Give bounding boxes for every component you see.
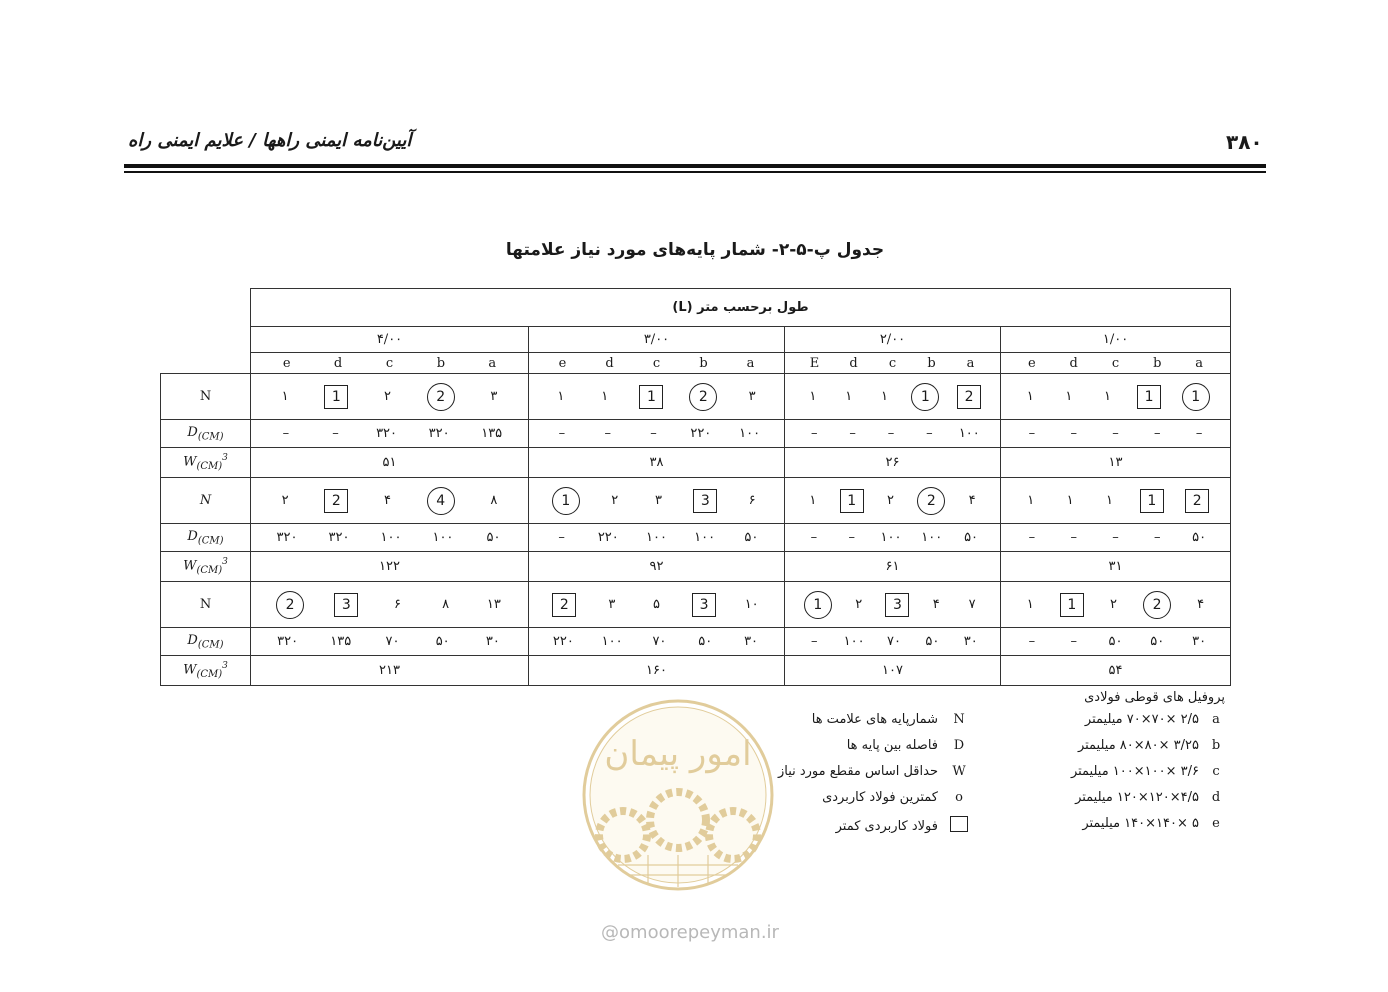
symbol-legend-key: N — [953, 712, 965, 727]
spacing-value: ۱۰۰ — [958, 426, 980, 441]
profile-legend-text: ۵ ×۱۴۰×۱۴۰ میلیمتر — [1082, 816, 1199, 831]
spacing-value: – — [849, 426, 856, 441]
support-count: ۶ — [748, 493, 756, 508]
spacing-value: – — [1028, 426, 1036, 441]
letters-l2 — [785, 353, 1001, 374]
w-value: ۳۱ — [1001, 552, 1231, 582]
w-value: ۵۴ — [1001, 656, 1231, 686]
spacing-value: ۱۰۰ — [646, 530, 667, 545]
support-count: ۱ — [601, 389, 609, 404]
profile-letter: c — [652, 355, 661, 371]
table-row — [161, 524, 1231, 552]
row-label-unit: (CM) — [197, 639, 224, 651]
spacing-value: ۷۰ — [385, 634, 400, 649]
boxed-count: 1 — [1060, 593, 1084, 617]
n-cell — [1001, 582, 1231, 628]
profile-legend-item — [1030, 764, 1225, 779]
letters-l3 — [529, 353, 785, 374]
d-cell — [1001, 628, 1231, 656]
profile-legend-text: ۴/۵×۱۲۰×۱۲۰ میلیمتر — [1075, 790, 1199, 805]
spacing-value: – — [1028, 530, 1036, 545]
w-value: ۱۰۷ — [785, 656, 1001, 686]
length-4: ۴/۰۰ — [251, 327, 529, 353]
n-cell — [529, 582, 785, 628]
circled-count: 1 — [804, 591, 832, 619]
spacing-value: ۵۰ — [925, 634, 940, 649]
profile-legend-item — [1030, 712, 1225, 727]
profile-legend-item — [1030, 790, 1225, 805]
d-cell — [785, 420, 1001, 448]
spacing-value: ۵۰ — [435, 634, 450, 649]
spacing-value: ۳۰ — [744, 634, 759, 649]
support-count: ۲ — [1109, 597, 1117, 612]
support-count: ۲ — [611, 493, 619, 508]
support-count: ۱۳ — [486, 597, 501, 612]
support-count: ۳ — [490, 389, 498, 404]
boxed-count: 3 — [692, 593, 716, 617]
table-title: جدول پ-۵-۲- شمار پایه‌های مورد نیاز علامتها — [505, 240, 885, 260]
watermark-url: @omoorepeyman.ir — [601, 922, 779, 943]
spacing-value: ۳۲۰ — [277, 634, 299, 649]
support-count: ۱ — [1065, 389, 1073, 404]
spacing-value: ۳۰ — [963, 634, 978, 649]
row-label-w — [161, 552, 251, 582]
profile-legend-item — [1030, 816, 1225, 831]
spacing-value: ۳۲۰ — [328, 530, 350, 545]
spacing-value: ۱۳۵ — [330, 634, 352, 649]
symbol-legend-item — [770, 790, 970, 805]
spacing-value: – — [1070, 426, 1077, 441]
symbol-legend-text: کمترین فولاد کاربردی — [822, 790, 938, 805]
w-value: ۳۸ — [529, 448, 785, 478]
symbol-legend-text: فولاد کاربردی کمتر — [835, 818, 938, 834]
row-label-unit: (CM) — [196, 564, 223, 576]
spacing-value: – — [848, 530, 855, 545]
header-rule-thick — [124, 164, 1266, 168]
corner-blank — [161, 289, 251, 327]
row-label-exponent: 3 — [222, 453, 228, 464]
symbol-legend-item — [770, 712, 970, 727]
d-cell — [251, 524, 529, 552]
w-value: ۲۱۳ — [251, 656, 529, 686]
spacing-value: ۵۰ — [1192, 530, 1207, 545]
spacing-value: – — [1028, 634, 1036, 649]
boxed-count: 1 — [639, 385, 663, 409]
spacing-value: ۲۲۰ — [690, 426, 712, 441]
profile-legend-key: e — [1212, 816, 1220, 831]
profile-legend-text: ۳/۲۵ ×۸۰×۸۰ میلیمتر — [1077, 738, 1199, 753]
support-count: ۳ — [608, 597, 616, 612]
spacing-value: – — [810, 634, 818, 649]
n-cell — [529, 374, 785, 420]
boxed-count: 1 — [840, 489, 864, 513]
d-cell — [785, 524, 1001, 552]
row-label-unit: (CM) — [197, 431, 224, 443]
support-count: ۸ — [442, 597, 450, 612]
spacing-value: ۷۰ — [886, 634, 901, 649]
d-cell — [529, 524, 785, 552]
symbol-legend-item — [770, 816, 970, 836]
spacing-value: ۵۰ — [486, 530, 501, 545]
corner-blank — [161, 327, 251, 353]
profile-letter: E — [809, 355, 820, 371]
spacing-value: ۱۰۰ — [694, 530, 716, 545]
circled-count: 2 — [1143, 591, 1171, 619]
spacing-value: – — [558, 426, 566, 441]
table-row — [161, 656, 1231, 686]
row-label-text: N — [199, 493, 212, 508]
spacing-value: ۳۰ — [485, 634, 500, 649]
boxed-count: 3 — [885, 593, 909, 617]
profile-letter: d — [605, 355, 614, 371]
boxed-count: 2 — [324, 489, 348, 513]
row-label-n — [161, 374, 251, 420]
symbol-legend-key: o — [955, 790, 963, 805]
symbol-legend-key: D — [953, 738, 965, 753]
support-count: ۱ — [1105, 493, 1113, 508]
support-count: ۲ — [383, 389, 391, 404]
support-count: ۲ — [886, 493, 894, 508]
supports-table — [160, 288, 1231, 686]
spacing-value: ۳۲۰ — [428, 426, 450, 441]
row-label-exponent: 3 — [222, 661, 228, 672]
spacing-value: – — [1154, 530, 1161, 545]
profile-legend-text: ۲/۵ ×۷۰×۷۰ میلیمتر — [1084, 712, 1199, 727]
table-row — [161, 478, 1231, 524]
spacing-value: ۲۲۰ — [597, 530, 619, 545]
spacing-value: ۱۰۰ — [843, 634, 865, 649]
support-count: ۳ — [654, 493, 662, 508]
profile-letter: c — [385, 355, 394, 371]
n-cell — [251, 582, 529, 628]
spacing-value: – — [332, 426, 339, 441]
spacing-value: – — [1112, 530, 1119, 545]
n-cell — [785, 374, 1001, 420]
length-1: ۱/۰۰ — [1001, 327, 1231, 353]
spacing-value: ۵۰ — [1108, 634, 1123, 649]
row-label-d — [161, 420, 251, 448]
profile-letter: e — [282, 355, 291, 371]
table-row — [161, 552, 1231, 582]
support-count: ۵ — [652, 597, 660, 612]
spacing-value: ۱۰۰ — [921, 530, 943, 545]
spacing-value: ۵۰ — [744, 530, 759, 545]
spacing-value: – — [604, 426, 611, 441]
profile-letter: a — [488, 355, 497, 371]
row-label-w — [161, 448, 251, 478]
corner-blank — [161, 353, 251, 374]
d-cell — [785, 628, 1001, 656]
spacing-value: ۷۰ — [652, 634, 667, 649]
row-label-text: N — [199, 597, 212, 612]
running-title: آیین‌نامه ایمنی راهها / علایم ایمنی راه — [128, 130, 412, 151]
w-value: ۹۲ — [529, 552, 785, 582]
support-count: ۱ — [880, 389, 888, 404]
support-count: ۴ — [1197, 597, 1205, 612]
n-cell — [1001, 374, 1231, 420]
support-count: ۶ — [393, 597, 401, 612]
table-row — [161, 582, 1231, 628]
profile-letter: d — [849, 355, 858, 371]
symbol-legend-item — [770, 764, 970, 779]
watermark-logo-text: امور پیمان — [604, 734, 752, 774]
support-count: ۸ — [490, 493, 498, 508]
w-value: ۲۶ — [785, 448, 1001, 478]
row-label-n — [161, 582, 251, 628]
boxed-count: 1 — [1137, 385, 1161, 409]
row-label-unit: (CM) — [196, 668, 223, 680]
letters-l4 — [251, 353, 529, 374]
spacing-value: ۱۳۵ — [481, 426, 503, 441]
profile-legend-text: ۳/۶ ×۱۰۰×۱۰۰ میلیمتر — [1070, 764, 1199, 779]
watermark-logo — [578, 695, 778, 895]
profile-letter: a — [1195, 355, 1203, 371]
spacing-value: – — [810, 530, 818, 545]
support-count: ۱ — [1026, 597, 1034, 612]
circled-count: 2 — [427, 383, 455, 411]
circled-count: 1 — [552, 487, 580, 515]
support-count: ۴ — [968, 493, 976, 508]
w-value: ۱۶۰ — [529, 656, 785, 686]
support-count: ۲ — [281, 493, 289, 508]
d-cell — [251, 628, 529, 656]
spacing-value: – — [887, 426, 895, 441]
support-count: ۱ — [281, 389, 289, 404]
table-row — [161, 374, 1231, 420]
spacing-value: – — [1112, 426, 1119, 441]
table-row — [161, 420, 1231, 448]
boxed-count: 2 — [552, 593, 576, 617]
profile-legend-key: b — [1211, 738, 1221, 753]
letters-l1 — [1001, 353, 1231, 374]
spacing-value: ۵۰ — [964, 530, 979, 545]
header-rule-thin — [124, 171, 1266, 173]
profile-letter: a — [746, 355, 755, 371]
support-count: ۷ — [968, 597, 976, 612]
spacing-value: ۳۰ — [1192, 634, 1207, 649]
n-cell — [785, 478, 1001, 524]
support-count: ۱ — [1103, 389, 1111, 404]
w-value: ۱۲۲ — [251, 552, 529, 582]
square-symbol-icon — [948, 816, 970, 836]
profile-letter: b — [699, 355, 708, 371]
support-count: ۱ — [809, 389, 817, 404]
circled-count: 2 — [689, 383, 717, 411]
symbol-legend-text: شمارپایه های علامت ها — [811, 712, 938, 727]
boxed-count: 1 — [1140, 489, 1164, 513]
spacing-value: ۲۲۰ — [552, 634, 574, 649]
circled-count: 4 — [427, 487, 455, 515]
n-cell — [529, 478, 785, 524]
support-count: ۱ — [557, 389, 565, 404]
support-count: ۱ — [845, 389, 853, 404]
support-count: ۱ — [1026, 389, 1034, 404]
length-2: ۲/۰۰ — [785, 327, 1001, 353]
profile-letter: d — [333, 355, 343, 371]
row-label-text: D — [187, 424, 198, 440]
spacing-value: ۵۰ — [698, 634, 713, 649]
profile-letter: d — [1069, 355, 1078, 371]
row-label-unit: (CM) — [197, 535, 224, 547]
spacing-value: ۱۰۰ — [601, 634, 623, 649]
profile-letter: e — [558, 355, 567, 371]
spacing-value: – — [650, 426, 657, 441]
symbol-legend-key: W — [952, 764, 966, 779]
page-number: ۳۸۰ — [1226, 130, 1263, 154]
row-label-d — [161, 524, 251, 552]
n-cell — [1001, 478, 1231, 524]
support-count: ۲ — [855, 597, 863, 612]
n-cell — [251, 374, 529, 420]
profile-legend-item — [1030, 738, 1225, 753]
symbol-legend-item — [770, 738, 970, 753]
profile-legend-key: c — [1212, 764, 1220, 779]
spacing-value: – — [1195, 426, 1203, 441]
spacing-value: ۱۰۰ — [739, 426, 761, 441]
spacing-value: ۱۰۰ — [380, 530, 402, 545]
boxed-count: 2 — [1185, 489, 1209, 513]
support-count: ۱ — [809, 493, 817, 508]
boxed-count: 3 — [334, 593, 358, 617]
row-label-exponent: 3 — [222, 557, 228, 568]
profile-letter: b — [927, 355, 936, 371]
profile-letter: e — [1028, 355, 1036, 371]
support-count: ۱ — [1027, 493, 1035, 508]
spacing-value: – — [558, 530, 565, 545]
n-cell — [251, 478, 529, 524]
d-cell — [529, 420, 785, 448]
row-label-text: W — [183, 454, 197, 470]
spacing-value: ۱۰۰ — [432, 530, 454, 545]
row-label-n — [161, 478, 251, 524]
boxed-count: 1 — [324, 385, 348, 409]
support-count: ۱ — [1066, 493, 1074, 508]
d-cell — [251, 420, 529, 448]
support-count: ۴ — [932, 597, 940, 612]
spacing-value: – — [282, 426, 290, 441]
circled-count: 2 — [276, 591, 304, 619]
circled-count: 2 — [917, 487, 945, 515]
spacing-value: – — [810, 426, 818, 441]
profile-legend-key: a — [1212, 712, 1220, 727]
table-row — [161, 448, 1231, 478]
table-row — [161, 628, 1231, 656]
profile-letter: b — [1153, 355, 1162, 371]
support-count: ۴ — [383, 493, 391, 508]
row-label-text: D — [187, 632, 198, 648]
profile-letter: b — [436, 355, 446, 371]
spacing-value: ۳۲۰ — [276, 530, 298, 545]
w-value: ۵۱ — [251, 448, 529, 478]
d-cell — [1001, 420, 1231, 448]
length-header: (L) طول برحسب متر — [251, 289, 1231, 327]
circled-count: 1 — [1182, 383, 1210, 411]
spacing-value: – — [1154, 426, 1161, 441]
row-label-d — [161, 628, 251, 656]
support-count: ۳ — [748, 389, 756, 404]
profile-letter: c — [1111, 355, 1120, 371]
profile-legend-key: d — [1211, 790, 1221, 805]
symbol-legend-text: فاصله بین پایه ها — [846, 738, 938, 753]
spacing-value: ۵۰ — [1150, 634, 1165, 649]
row-label-text: W — [183, 662, 197, 678]
length-3: ۳/۰۰ — [529, 327, 785, 353]
profile-letter: c — [888, 355, 897, 371]
row-label-text: N — [199, 389, 212, 404]
n-cell — [785, 582, 1001, 628]
spacing-value: ۳۲۰ — [376, 426, 398, 441]
spacing-value: – — [1070, 530, 1077, 545]
circled-count: 1 — [911, 383, 939, 411]
row-label-w — [161, 656, 251, 686]
row-label-text: D — [187, 528, 198, 544]
d-cell — [1001, 524, 1231, 552]
d-cell — [529, 628, 785, 656]
support-count: ۱۰ — [744, 597, 759, 612]
row-label-unit: (CM) — [196, 460, 223, 472]
boxed-count: 3 — [693, 489, 717, 513]
row-label-text: W — [183, 558, 197, 574]
w-value: ۱۳ — [1001, 448, 1231, 478]
spacing-value: ۱۰۰ — [880, 530, 902, 545]
profile-letter: a — [966, 355, 975, 371]
spacing-value: – — [926, 426, 933, 441]
symbol-legend-text: حداقل اساس مقطع مورد نیاز — [777, 764, 938, 779]
boxed-count: 2 — [957, 385, 981, 409]
w-value: ۶۱ — [785, 552, 1001, 582]
profiles-legend-title: پروفیل های قوطی فولادی — [1084, 690, 1225, 705]
spacing-value: – — [1070, 634, 1077, 649]
